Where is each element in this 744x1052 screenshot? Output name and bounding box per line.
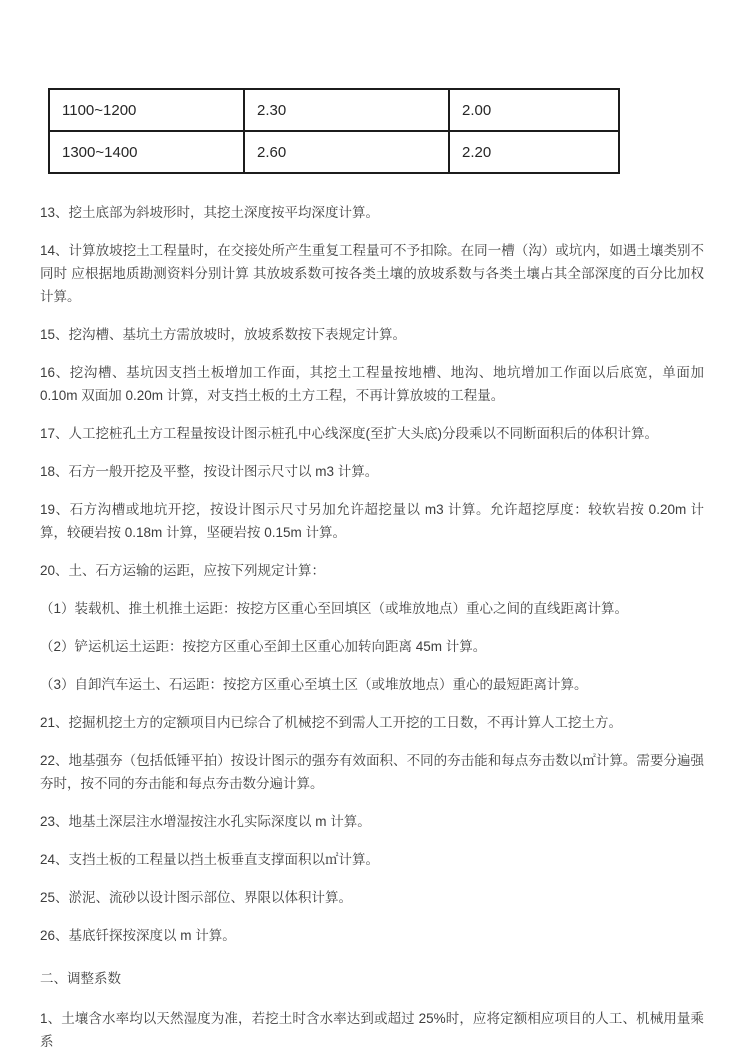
slope-coefficient-table [48,88,620,174]
rule-paragraph-26: 26、基底钎探按深度以 m 计算。 [40,928,236,943]
table-cell-value: 2.30 [244,89,449,131]
rule-paragraph-20-sub-3: （3）自卸汽车运土、石运距：按挖方区重心至填土区（或堆放地点）重心的最短距离计算。 [40,677,588,692]
adjustment-paragraph-1: 1、土壤含水率均以天然湿度为准，若挖土时含水率达到或超过 25%时，应将定额相应项目的人工、机械用量乘系 [40,1011,704,1049]
table-row [49,131,619,173]
rule-paragraph-20-sub-1: （1）装载机、推土机推土运距：按挖方区重心至回填区（或堆放地点）重心之间的直线距离计算。 [40,601,629,616]
rule-paragraph-21: 21、挖掘机挖土方的定额项目内已综合了机械挖不到需人工开挖的工日数，不再计算人工挖土方。 [40,715,623,730]
rule-paragraph-20: 20、土、石方运输的运距，应按下列规定计算： [40,563,326,578]
rule-paragraph-23: 23、地基土深层注水增湿按注水孔实际深度以 m 计算。 [40,814,371,829]
rule-paragraph-25: 25、淤泥、流砂以设计图示部位、界限以体积计算。 [40,890,353,905]
table-cell-value: 2.00 [449,89,619,131]
rule-paragraph-18: 18、石方一般开挖及平整，按设计图示尺寸以 m3 计算。 [40,464,379,479]
rule-paragraph-19: 19、石方沟槽或地坑开挖，按设计图示尺寸另加允许超挖量以 m3 计算。允许超挖厚度：较软岩按 0.20m 计算，较硬岩按 0.18m 计算，坚硬岩按 0.15m 计算。 [40,502,704,540]
section-heading-adjustment-coefficients: 二、调整系数 [40,971,121,986]
rule-paragraph-14: 14、计算放坡挖土工程量时，在交接处所产生重复工程量可不予扣除。在同一槽（沟）或坑内，如遇土壤类别不同时 应根据地质勘测资料分别计算 其放坡系数可按各类土壤的放坡系数与各类土壤占其全部深度的百分比加权计算。 [40,243,704,304]
table-cell-range: 1300~1400 [49,131,244,173]
rule-paragraph-13: 13、挖土底部为斜坡形时，其挖土深度按平均深度计算。 [40,205,380,220]
rule-paragraph-24: 24、支挡土板的工程量以挡土板垂直支撑面积以㎡计算。 [40,852,380,867]
rule-paragraph-16: 16、挖沟槽、基坑因支挡土板增加工作面，其挖土工程量按地槽、地沟、地坑增加工作面以后底宽，单面加 0.10m 双面加 0.20m 计算，对支挡土板的土方工程，不再计算放坡的工程量。 [40,365,704,403]
rule-paragraph-15: 15、挖沟槽、基坑土方需放坡时，放坡系数按下表规定计算。 [40,327,407,342]
table-row [49,89,619,131]
rule-paragraph-17: 17、人工挖桩孔土方工程量按设计图示桩孔中心线深度(至扩大头底)分段乘以不同断面积后的体积计算。 [40,426,659,441]
table-cell-value: 2.20 [449,131,619,173]
rule-paragraph-20-sub-2: （2）铲运机运土运距：按挖方区重心至卸土区重心加转向距离 45m 计算。 [40,639,487,654]
rule-paragraph-22: 22、地基强夯（包括低锤平拍）按设计图示的强夯有效面积、不同的夯击能和每点夯击数以㎡计算。需要分遍强夯时，按不同的夯击能和每点夯击数分遍计算。 [40,753,704,791]
table-cell-value: 2.60 [244,131,449,173]
table-cell-range: 1100~1200 [49,89,244,131]
